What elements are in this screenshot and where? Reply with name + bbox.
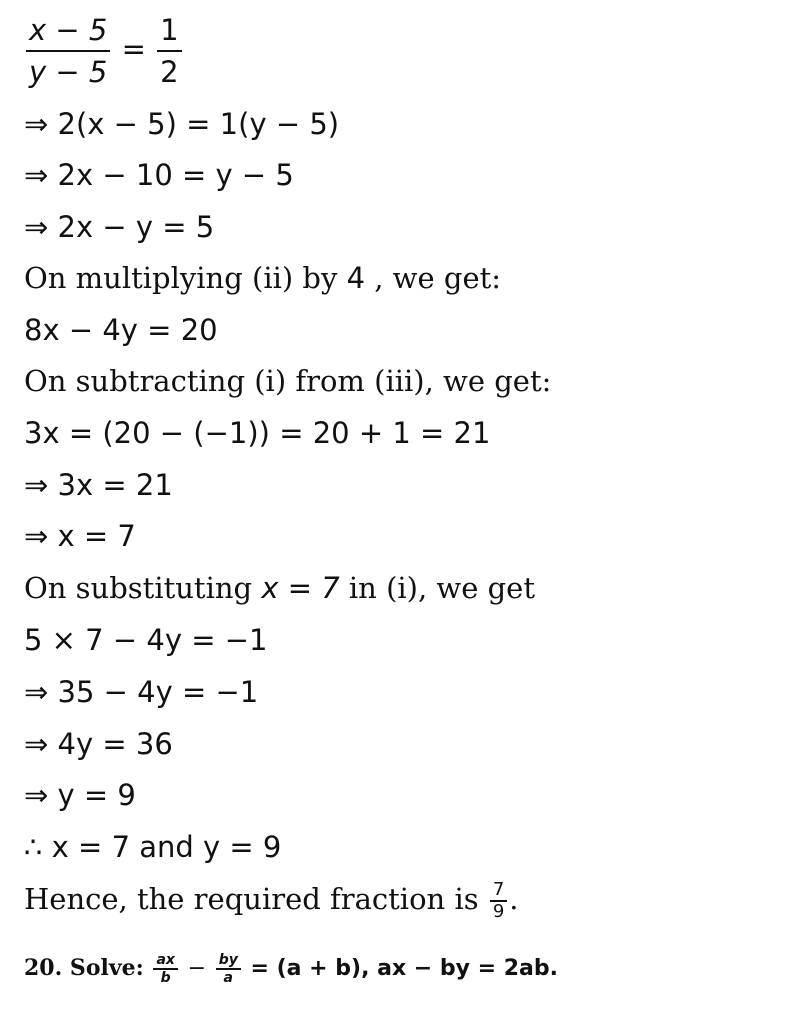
text-segment: Hence, the required fraction is	[24, 881, 479, 916]
equation-line: ⇒ x = 7	[24, 519, 136, 553]
math-inline: x = 7	[261, 571, 340, 605]
equation-fraction-line	[24, 10, 184, 92]
question-fraction-1	[153, 952, 177, 986]
fraction-denominator: b	[160, 969, 171, 986]
equation-line: ⇒ 35 − 4y = −1	[24, 675, 259, 709]
text-line	[24, 260, 501, 296]
fraction-numerator: by	[218, 952, 238, 968]
answer-fraction	[490, 880, 507, 922]
equation-line: ⇒ 2x − 10 = y − 5	[24, 158, 294, 192]
text-line: On subtracting (i) from (iii), we get:	[24, 364, 552, 398]
rhs-fraction	[157, 10, 181, 92]
fraction-numerator: ax	[156, 952, 175, 968]
fraction-denominator: a	[223, 969, 233, 986]
text-segment: , we get:	[374, 261, 502, 295]
lhs-fraction	[26, 10, 110, 92]
equation-line: 3x = (20 − (−1)) = 20 + 1 = 21	[24, 416, 491, 450]
question-fraction-2	[216, 952, 241, 986]
lhs-denominator: y − 5	[29, 55, 108, 89]
answer-numerator: 7	[492, 879, 505, 900]
equation-line: ⇒ 3x = 21	[24, 468, 173, 502]
text-segment: in (i), we get	[348, 571, 535, 605]
minus-sign: −	[187, 955, 207, 981]
equation-line: ∴ x = 7 and y = 9	[24, 830, 282, 864]
answer-denominator: 9	[492, 900, 505, 922]
rhs-numerator: 1	[160, 13, 179, 47]
text-line	[24, 570, 535, 606]
question-equation: = (a + b), ax − by = 2ab.	[250, 955, 558, 981]
lhs-numerator: x − 5	[29, 13, 108, 47]
question-heading	[24, 952, 558, 986]
equation-line: 8x − 4y = 20	[24, 313, 218, 347]
text-segment: On substituting	[24, 571, 253, 605]
period: .	[509, 881, 519, 916]
equation-line: ⇒ 4y = 36	[24, 727, 173, 761]
math-number: 4	[346, 261, 366, 295]
question-label: 20. Solve:	[24, 954, 144, 981]
text-segment: On multiplying (ii) by	[24, 261, 338, 295]
rhs-denominator: 2	[160, 55, 179, 89]
equation-line: ⇒ y = 9	[24, 778, 136, 812]
equation-line: 5 × 7 − 4y = −1	[24, 623, 268, 657]
equation-line: ⇒ 2x − y = 5	[24, 210, 215, 244]
equals-sign: =	[121, 32, 146, 66]
equation-line: ⇒ 2(x − 5) = 1(y − 5)	[24, 107, 340, 141]
conclusion-line	[24, 880, 519, 922]
